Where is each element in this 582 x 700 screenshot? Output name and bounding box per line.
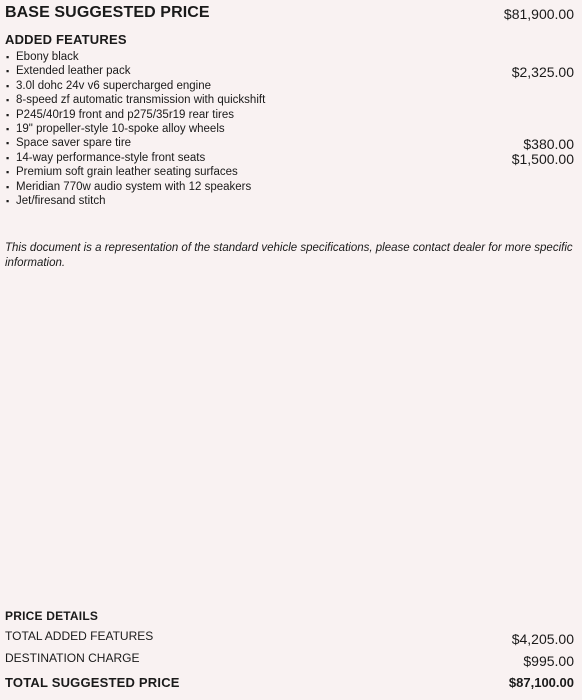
bullet-icon: ▪ (6, 52, 10, 62)
feature-price: $1,500.00 (511, 150, 574, 167)
bullet-icon: ▪ (6, 195, 10, 206)
destination-charge-label: DESTINATION CHARGE (5, 651, 140, 665)
feature-item (6, 50, 576, 64)
total-suggested-price-label: TOTAL SUGGESTED PRICE (5, 675, 180, 690)
bullet-icon: ▪ (6, 152, 10, 163)
feature-label: P245/40r19 front and p275/35r19 rear tires (16, 108, 235, 121)
feature-item (6, 79, 576, 93)
feature-item (6, 151, 576, 165)
feature-price: $2,325.00 (511, 64, 574, 81)
feature-label: 3.0l dohc 24v v6 supercharged engine (16, 79, 212, 92)
bullet-icon: ▪ (6, 123, 10, 134)
bullet-icon: ▪ (6, 80, 10, 91)
total-added-features-value: $4,205.00 (511, 631, 574, 647)
bullet-icon: ▪ (6, 181, 10, 192)
added-features-title: ADDED FEATURES (5, 32, 127, 47)
base-suggested-price-value: $81,900.00 (503, 6, 574, 22)
bullet-icon: ▪ (6, 109, 10, 120)
feature-item (6, 64, 576, 81)
feature-item (6, 136, 576, 153)
bullet-icon: ▪ (6, 95, 10, 106)
feature-label: Jet/firesand stitch (16, 194, 106, 207)
destination-charge-value: $995.00 (523, 653, 574, 669)
feature-label: Meridian 770w audio system with 12 speakers (16, 180, 252, 193)
feature-item (6, 122, 576, 136)
added-features-list (6, 50, 576, 208)
feature-item (6, 93, 576, 107)
feature-label: 19" propeller-style 10-spoke alloy wheels (16, 122, 225, 135)
feature-price: $380.00 (523, 136, 574, 153)
bullet-icon: ▪ (6, 138, 10, 149)
feature-item (6, 180, 576, 194)
feature-item (6, 194, 576, 208)
bullet-icon: ▪ (6, 167, 10, 178)
feature-label: 8-speed zf automatic transmission with quickshift (16, 94, 266, 107)
disclaimer-text: This document is a representation of the standard vehicle specifications, please contact dealer for more specific information. (5, 242, 573, 269)
feature-label: 14-way performance-style front seats (16, 151, 206, 164)
base-suggested-price-label: BASE SUGGESTED PRICE (5, 4, 210, 21)
feature-label: Space saver spare tire (16, 137, 132, 150)
total-added-features-label: TOTAL ADDED FEATURES (5, 629, 154, 643)
feature-item (6, 108, 576, 122)
feature-item (6, 165, 576, 179)
bullet-icon: ▪ (6, 66, 10, 77)
feature-label: Ebony black (16, 51, 79, 63)
price-details-title: PRICE DETAILS (5, 609, 99, 623)
feature-label: Premium soft grain leather seating surfaces (16, 166, 238, 179)
feature-label: Extended leather pack (16, 65, 131, 78)
total-suggested-price-value: $87,100.00 (508, 675, 574, 690)
